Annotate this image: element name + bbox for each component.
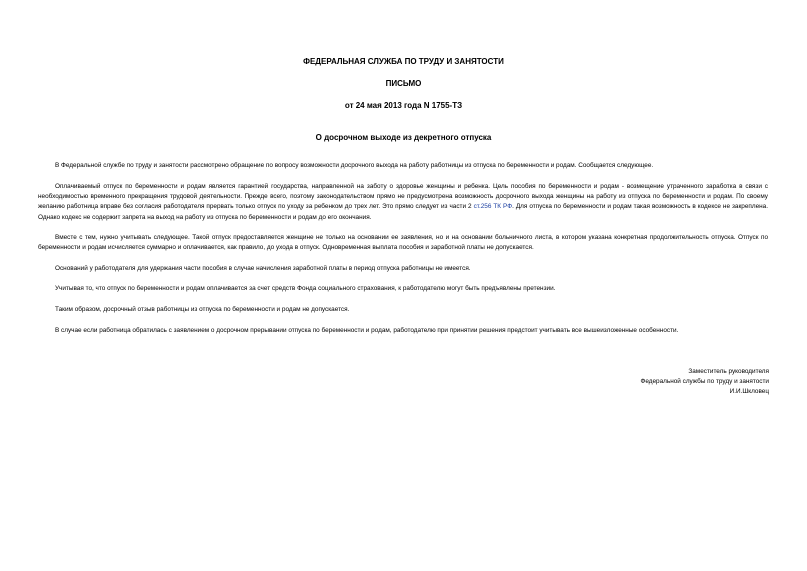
document-type: ПИСЬМО — [385, 79, 422, 88]
document-subject: О досрочном выходе из декретного отпуска — [315, 133, 492, 142]
signature-organization: Федеральной службы по труду и занятости — [640, 378, 769, 386]
paragraph-5: Учитывая то, что отпуск по беременности и родам оплачивается за счет средств Фонда социального страхования, к работодателю могут быть предъявлены претензии. — [55, 285, 556, 292]
paragraph-1: В Федеральной службе по труду и занятости рассмотрено обращение по вопросу возможности досрочного выхода на работу работницы из отпуска по беременности и родам. Сообщается следующее. — [55, 162, 654, 169]
paragraph-3: Вместе с тем, нужно учитывать следующее. Такой отпуск предоставляется женщине не только на основании ее заявления, но и на основании больничного листа, в котором указана конкретная продолжительность отпуска. Отпуск по беременности и родам исчисляется суммарно и оплачивается, как правило, до ухода в отпуск. Одновременная выплата пособия и заработной платы не допускается. — [38, 234, 768, 252]
paragraph-2-text-start: Оплачиваемый отпуск по беременности и родам является гарантией государства, направленной на заботу о здоровье женщины и ребенка. Цель пособия по беременности и родам - возмещение утраченного заработка в связи с необходимостью временного прекращения трудовой деятельности. Прежде всего, поэтому законодательством прямо не предусмотрена возможность досрочного выхода женщины на работу из отпуска по беременности и родам. По своему желанию работница вправе без согласия работодателя прервать только отпуск по уходу за ребенком до трех лет. Это прямо следует из части 2 — [38, 183, 768, 211]
agency-title: ФЕДЕРАЛЬНАЯ СЛУЖБА ПО ТРУДУ И ЗАНЯТОСТИ — [303, 57, 504, 66]
signature-name: И.И.Шкловец — [729, 388, 769, 396]
paragraph-7: В случае если работница обратилась с заявлением о досрочном прерывании отпуска по беременности и родам, работодателю при принятии решения предстоит учитывать все вышеизложенные особенности. — [55, 327, 679, 334]
paragraph-6: Таким образом, досрочный отзыв работницы из отпуска по беременности и родам не допускается. — [55, 306, 350, 313]
paragraph-2 — [38, 182, 768, 223]
document-date-number: от 24 мая 2013 года N 1755-ТЗ — [344, 101, 463, 110]
law-article-link[interactable]: ст.256 ТК РФ — [473, 203, 513, 211]
paragraph-4: Оснований у работодателя для удержания части пособия в случае начисления заработной платы в период отпуска работницы не имеется. — [55, 265, 471, 272]
signature-block — [469, 367, 769, 398]
signature-position: Заместитель руководителя — [688, 368, 769, 375]
paragraph-2-text-end: . Для отпуска по беременности и родам такая возможность в кодексе не закреплена. Однако кодекс не содержит запрета на выход на работу из отпуска по беременности и родам до его окончания. — [38, 203, 768, 221]
